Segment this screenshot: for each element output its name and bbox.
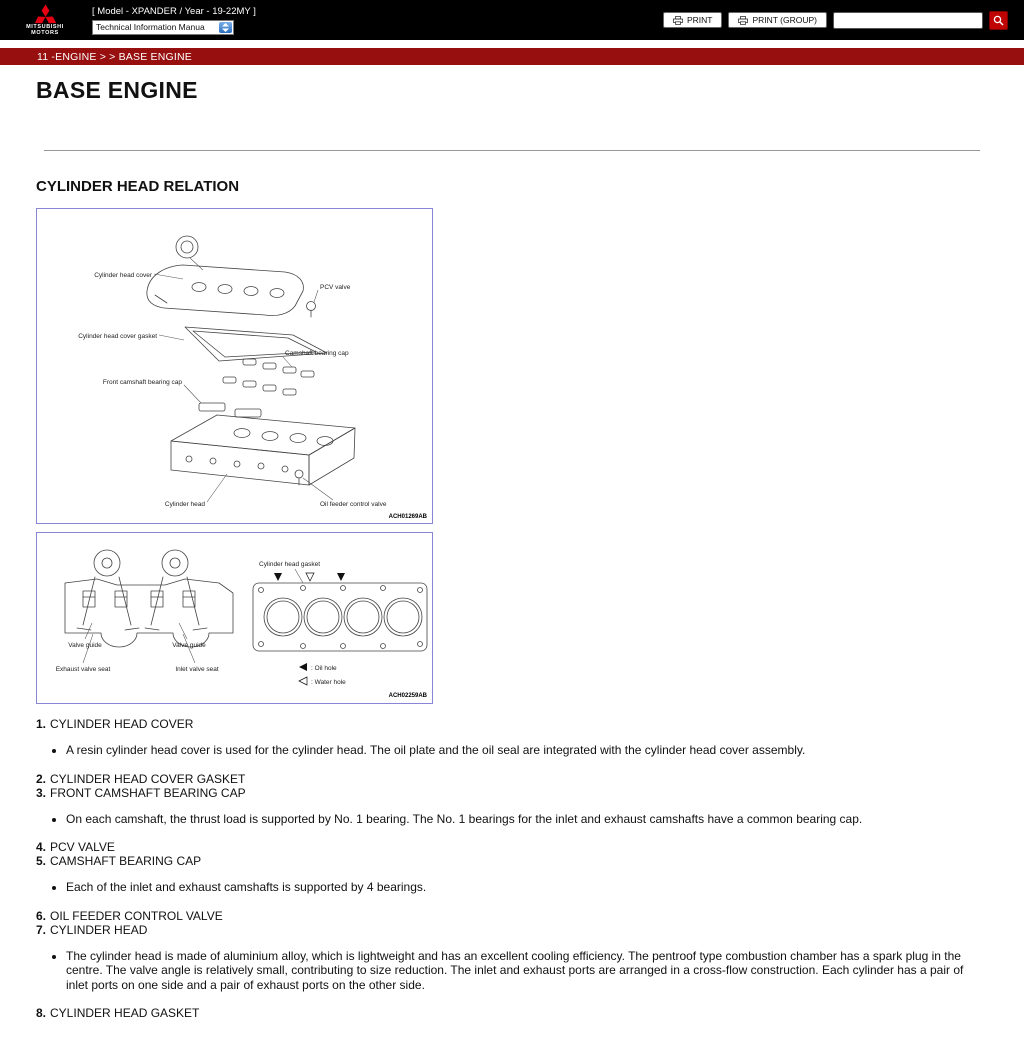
item-title: CAMSHAFT BEARING CAP <box>50 854 202 868</box>
list-item-5 <box>36 854 986 868</box>
bullet-list <box>36 880 986 895</box>
bullet-text: • The cylinder head is made of aluminium alloy, which is lightweight and has an excellent cooling efficiency. The pentroof type combustion chamber has a spark plug in the centre. The valve angle is relatively small, contributing to size reduction. The inlet and exhaust ports are arranged in a cross-flow construction. Each cylinder has a pair of inlet ports on one side and a pair of exhaust ports on the other side. <box>66 949 986 993</box>
manual-select[interactable] <box>92 20 234 35</box>
label-camshaft-bearing-cap: Camshaft bearing cap <box>285 350 349 357</box>
label-cylinder-head-gasket: Cylinder head gasket <box>259 561 321 568</box>
figure-code: ACH02259AB <box>388 693 427 699</box>
label-oil-feeder-control-valve: Oil feeder control valve <box>320 501 387 508</box>
drawing-lines <box>147 236 355 502</box>
search-button[interactable] <box>989 11 1008 30</box>
item-number: 1. <box>36 717 47 731</box>
label-exhaust-valve-seat: Exhaust valve seat <box>55 666 111 673</box>
list-item-2 <box>36 772 986 786</box>
label-cylinder-head: Cylinder head <box>164 501 205 508</box>
water-hole-arrow-icon <box>299 677 307 685</box>
print-group-button-label: PRINT (GROUP) <box>752 15 817 25</box>
divider <box>44 150 980 151</box>
item-number: 8. <box>36 1006 47 1020</box>
breadcrumb: 11 -ENGINE > > BASE ENGINE <box>0 48 1024 65</box>
item-title: FRONT CAMSHAFT BEARING CAP <box>50 785 246 800</box>
label-cover-gasket: Cylinder head cover gasket <box>78 333 157 340</box>
legend-water-hole: : Water hole <box>311 679 346 686</box>
figure-section-and-gasket <box>36 532 433 704</box>
cylinder-head-gasket-diagram <box>37 533 432 703</box>
item-number: 4. <box>36 840 47 854</box>
printer-icon <box>673 16 683 25</box>
print-button[interactable] <box>663 12 723 28</box>
bullet-list <box>36 812 986 827</box>
oil-hole-arrow-icon <box>299 663 307 671</box>
mitsubishi-diamond-icon <box>34 4 57 24</box>
item-number: 6. <box>36 908 47 923</box>
mitsubishi-logo <box>14 4 76 37</box>
item-title: CYLINDER HEAD GASKET <box>50 1006 200 1020</box>
item-title: PCV VALVE <box>50 840 115 854</box>
label-cylinder-head-cover: Cylinder head cover <box>94 272 152 279</box>
printer-icon <box>738 16 748 25</box>
label-pcv-valve: PCV valve <box>320 284 351 291</box>
select-arrows-icon <box>219 22 232 33</box>
figure-code: ACH01269AB <box>388 514 427 520</box>
label-front-camshaft-bearing-cap: Front camshaft bearing cap <box>102 379 182 386</box>
print-group-button[interactable] <box>728 12 827 28</box>
top-header <box>0 0 1024 40</box>
item-title: CYLINDER HEAD <box>50 922 148 937</box>
brand-name-line1: MITSUBISHI <box>26 23 64 30</box>
item-number: 2. <box>36 771 47 786</box>
item-title: CYLINDER HEAD COVER <box>50 717 194 731</box>
model-info: [ Model - XPANDER / Year - 19-22MY ] <box>92 5 256 17</box>
item-title: CYLINDER HEAD COVER GASKET <box>50 771 246 786</box>
manual-select-value: Technical Information Manua <box>96 22 205 32</box>
item-number: 7. <box>36 922 47 937</box>
search-icon <box>993 15 1004 26</box>
bullet-text: • Each of the inlet and exhaust camshafts is supported by 4 bearings. <box>66 880 986 895</box>
label-inlet-valve-seat: Inlet valve seat <box>175 666 219 673</box>
search-input[interactable] <box>833 12 983 29</box>
section-title: CYLINDER HEAD RELATION <box>36 178 240 195</box>
label-valve-guide-left: Valve guide <box>68 642 102 649</box>
description-list <box>36 717 986 1020</box>
legend-oil-hole: : Oil hole <box>311 665 337 672</box>
print-button-label: PRINT <box>686 15 713 25</box>
list-item-8 <box>36 1006 986 1020</box>
bullet-text: • On each camshaft, the thrust load is supported by No. 1 bearing. The No. 1 bearings for the inlet and exhaust camshafts have a common bearing cap. <box>66 812 986 827</box>
list-item-4 <box>36 840 986 854</box>
list-item-1 <box>36 717 986 731</box>
bullet-list <box>36 743 986 758</box>
drawing-lines <box>65 550 427 685</box>
page-title: BASE ENGINE <box>36 77 198 103</box>
figure-exploded-view <box>36 208 433 524</box>
cylinder-head-exploded-diagram <box>37 209 432 523</box>
list-item-3 <box>36 786 986 800</box>
bullet-text: • A resin cylinder head cover is used for the cylinder head. The oil plate and the oil seal are integrated with the cylinder head cover assembly. <box>66 743 986 758</box>
brand-name-line2: MOTORS <box>31 30 59 36</box>
label-valve-guide-right: Valve guide <box>172 642 206 649</box>
list-item-7 <box>36 923 986 937</box>
bullet-list <box>36 949 986 993</box>
item-title: OIL FEEDER CONTROL VALVE <box>50 908 223 923</box>
item-number: 3. <box>36 785 47 800</box>
item-number: 5. <box>36 854 47 868</box>
list-item-6 <box>36 909 986 923</box>
